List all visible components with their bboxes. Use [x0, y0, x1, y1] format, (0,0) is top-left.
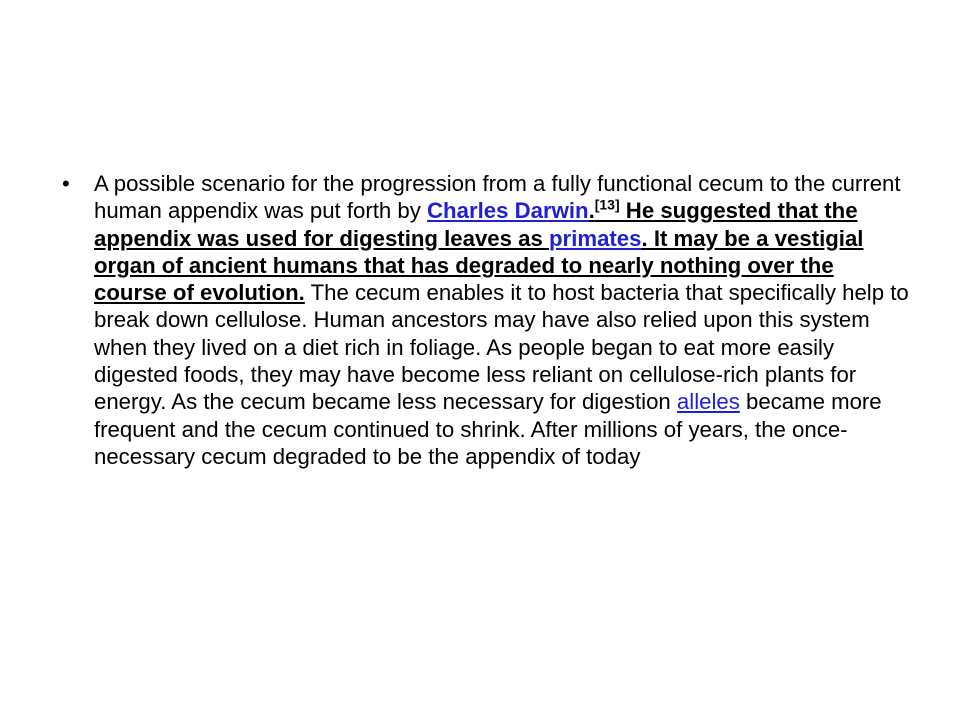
bold-text-part2: . It may be a vestigial organ of ancient humans that has degraded to nearly nothing over the course of evolution. [94, 225, 864, 306]
bold-text-part1: He suggested that the appendix was used for digesting leaves as [94, 198, 858, 251]
charles-darwin-link[interactable]: Charles Darwin [427, 198, 589, 224]
intro-text: A possible scenario for the progression from a fully functional cecum to the current human appendix was put forth by [94, 171, 901, 224]
bullet-icon: • [62, 171, 70, 196]
period-after-darwin: . [588, 198, 595, 224]
bullet-paragraph [94, 170, 912, 470]
citation-marker: [13] [594, 196, 620, 213]
ending-text: became more frequent and the cecum continued to shrink. After millions of years, the once-necessary cecum degraded to be the appendix of today [94, 389, 882, 469]
alleles-link[interactable]: alleles [676, 389, 740, 415]
bullet-item [62, 170, 912, 470]
middle-text: The cecum enables it to host bacteria that specifically help to break down cellulose. Human ancestors may have also relied upon this system when they lived on a diet rich in foliage. As people began to eat more easily digested foods, they may have become less reliant on cellulose-rich plants for energy. As the cecum became less necessary for digestion [94, 280, 909, 415]
primates-link[interactable]: primates [549, 225, 642, 251]
